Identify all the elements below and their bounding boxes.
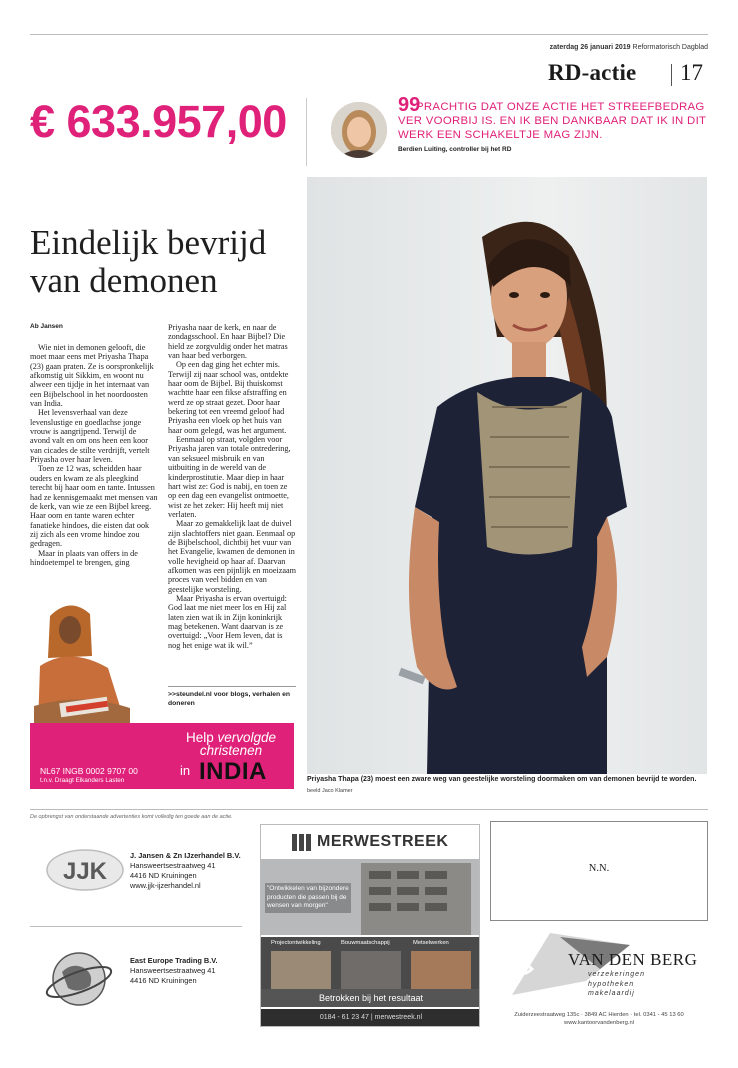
service-photo: [411, 951, 471, 989]
article-column-1: [30, 343, 158, 567]
steundel-link[interactable]: >>steundel.nl voor blogs, verhalen en doneren: [168, 691, 290, 707]
india-ad-photo: [30, 596, 134, 726]
vandenberg-service: hypotheken: [588, 980, 635, 988]
india-persecuted: vervolgde christenen: [199, 730, 277, 758]
vandenberg-name: VAN DEN BERG: [568, 950, 698, 969]
india-country: INDIA: [199, 758, 267, 785]
jjk-company: J. Jansen & Zn IJzerhandel B.V.: [130, 851, 241, 860]
service-photo: [341, 951, 401, 989]
eet-company: East Europe Trading B.V.: [130, 956, 218, 965]
publication-name: Reformatorisch Dagblad: [632, 44, 708, 51]
paragraph: Wie niet in demonen gelooft, die moet maar eens met Priyasha Thapa (23) gaan praten. Ze is oorspronkelijk afkomstig uit Sikkim, en woont nu alweer een tijdje in het internaat van een Bijbelschool in het noordoosten van India.: [30, 343, 154, 409]
jjk-street: Hansweertsestraatweg 41: [130, 861, 216, 870]
vandenberg-web[interactable]: www.kantoorvandenberg.nl: [564, 1020, 634, 1026]
paragraph: Maar in plaats van offers in de hindoetempel te brengen, ging: [30, 548, 138, 567]
page-number: 17: [680, 60, 703, 85]
quote-mark-icon: 99: [398, 94, 421, 116]
ads-rule: [30, 809, 708, 810]
jjk-logo: [46, 848, 124, 892]
merwestreek-logo-icon: [291, 831, 313, 853]
eet-street: Hansweertsestraatweg 41: [130, 966, 216, 975]
india-account-holder: t.n.v. Draagt Elkanders Lasten: [40, 777, 125, 784]
paragraph: Priyasha naar de kerk, en naar de zondagsschool. En haar Bijbel? Die hield ze zorgvuldig onder het matras van haar bed verborgen.: [168, 323, 288, 361]
section-separator: [671, 64, 672, 86]
india-iban: NL67 INGB 0002 9707 00: [40, 766, 138, 776]
vandenberg-service: makelaardij: [588, 990, 635, 997]
service-label: Projectontwikkeling: [271, 940, 321, 946]
article-headline: Eindelijk bevrijd van demonen: [30, 223, 267, 300]
paragraph: Maar Priyasha is ervan overtuigd: God laat me niet meer los en Hij zal laten zien wat ik in Zijn koninkrijk mag betekenen. Want daarvan is ze overtuigd: „Voor Hem leven, dat is nog het enige wat ik wil.”: [168, 593, 287, 650]
merwestreek-ad: [260, 824, 480, 1027]
photo-credit: beeld Jaco Klamer: [307, 788, 353, 794]
dateline: [550, 44, 708, 51]
vandenberg-services: [588, 970, 645, 999]
india-ad-headline: [172, 731, 290, 757]
main-photo: [307, 177, 707, 774]
merwestreek-tagline: Betrokken bij het resultaat: [261, 989, 480, 1007]
byline: Ab Jansen: [30, 323, 63, 330]
section-title: RD-actie: [548, 60, 637, 85]
eet-address: [130, 956, 218, 986]
service-label: Metselwerken: [413, 940, 449, 946]
jjk-address: [130, 851, 241, 891]
merwestreek-slogan: "Ontwikkelen van bijzondere producten die passen bij de wensen van morgen": [265, 883, 351, 913]
article-column-2: [168, 323, 296, 650]
campaign-amount: € 633.957,00: [30, 96, 287, 147]
quote-avatar: [331, 102, 387, 158]
jjk-web[interactable]: www.jjk-ijzerhandel.nl: [130, 881, 201, 890]
nn-ad-text: N.N.: [588, 863, 610, 874]
vandenberg-street: Zuiderzeestraatweg 135c · 3849 AC Hierden · tel. 0341 - 45 13 60: [514, 1012, 684, 1018]
quote-attribution: Berdien Luiting, controller bij het RD: [398, 146, 512, 153]
paragraph: Het levensverhaal van deze levenslustige en goedlachse jonge vrouw is aangrijpend. Terwijl de avond valt en om ons heen een koor van cicades de stilte verdrijft, vertelt Priyasha over haar leven.: [30, 408, 150, 465]
paragraph: Maar zo gemakkelijk laat de duivel zijn slachtoffers niet gaan. Eenmaal op de Bijbelschool, dichtbij het vuur van het Evangelie, kwamen de demonen in volle hevigheid op haar af. Daarvan afkomen was een pijnlijk en moeizaam proces van veel bidden en van geestelijke worsteling.: [168, 519, 296, 594]
jjk-logo-text: JJK: [62, 858, 108, 885]
service-label: Bouwmaatschappij: [341, 940, 390, 946]
pull-quote: PRACHTIG DAT ONZE ACTIE HET STREEFBEDRAG VER VOORBIJ IS. EN IK BEN DANKBAAR DAT IK IN DIT WERK EEN SCHAKELTJE MAG ZIJN.: [398, 101, 707, 141]
service-photo: [271, 951, 331, 989]
jjk-city: 4416 ND Kruiningen: [130, 871, 197, 880]
merwestreek-contact[interactable]: 0184 - 61 23 47 | merwestreek.nl: [261, 1009, 480, 1027]
india-help-word: Help: [185, 730, 214, 745]
photo-caption: Priyasha Thapa (23) moest een zware weg van geestelijke worsteling doormaken om van demonen bevrijd te worden.: [307, 776, 697, 783]
strip-separator: [306, 98, 307, 166]
merwestreek-brand: MERWESTREEK: [317, 833, 449, 850]
eet-city: 4416 ND Kruiningen: [130, 976, 197, 985]
paragraph: Toen ze 12 was, scheidden haar ouders en kwam ze als pleegkind terecht bij haar oom en tante. Intussen had ze kennisgemaakt met mensen van de kerk, van wie ze een Bijbel kreeg. Haar oom en tante waren echter fanatieke hindoes, die eisten dat ook zij zich als een vrome hindoe zou gedragen.: [30, 464, 158, 549]
vandenberg-service: verzekeringen: [588, 971, 645, 978]
issue-date: zaterdag 26 januari 2019: [549, 44, 631, 51]
ads-note: De opbrengst van onderstaande advertenties komt volledig ten goede aan de actie.: [30, 814, 233, 820]
top-rule: [30, 34, 708, 35]
link-note-rule: [168, 686, 296, 687]
globe-icon: [42, 942, 116, 1016]
india-in-word: in: [180, 763, 191, 778]
ad-divider: [30, 926, 242, 927]
paragraph: Op een dag ging het echter mis. Terwijl zij naar school was, ontdekte haar oom de Bijbel. Bij thuiskomst wachtte haar een fikse afstraffing en werd ze op straat gezet. Door haar bekering tot een vreemd geloof had Priyasha een vloek op het huis van haar oom gelegd, was het argument.: [168, 360, 289, 435]
vandenberg-address: [490, 1011, 708, 1027]
paragraph: Eenmaal op straat, volgden voor Priyasha jaren van totale ontredering, van seksueel misbruik en van uitbuiting in de wereld van de kinderprostitutie. Maar diep in haar hart wist ze: God is nabij, en toen ze op een dag een evangelist ontmoette, wist ze het zeker: Hij heeft mij niet verlaten.: [168, 435, 291, 519]
